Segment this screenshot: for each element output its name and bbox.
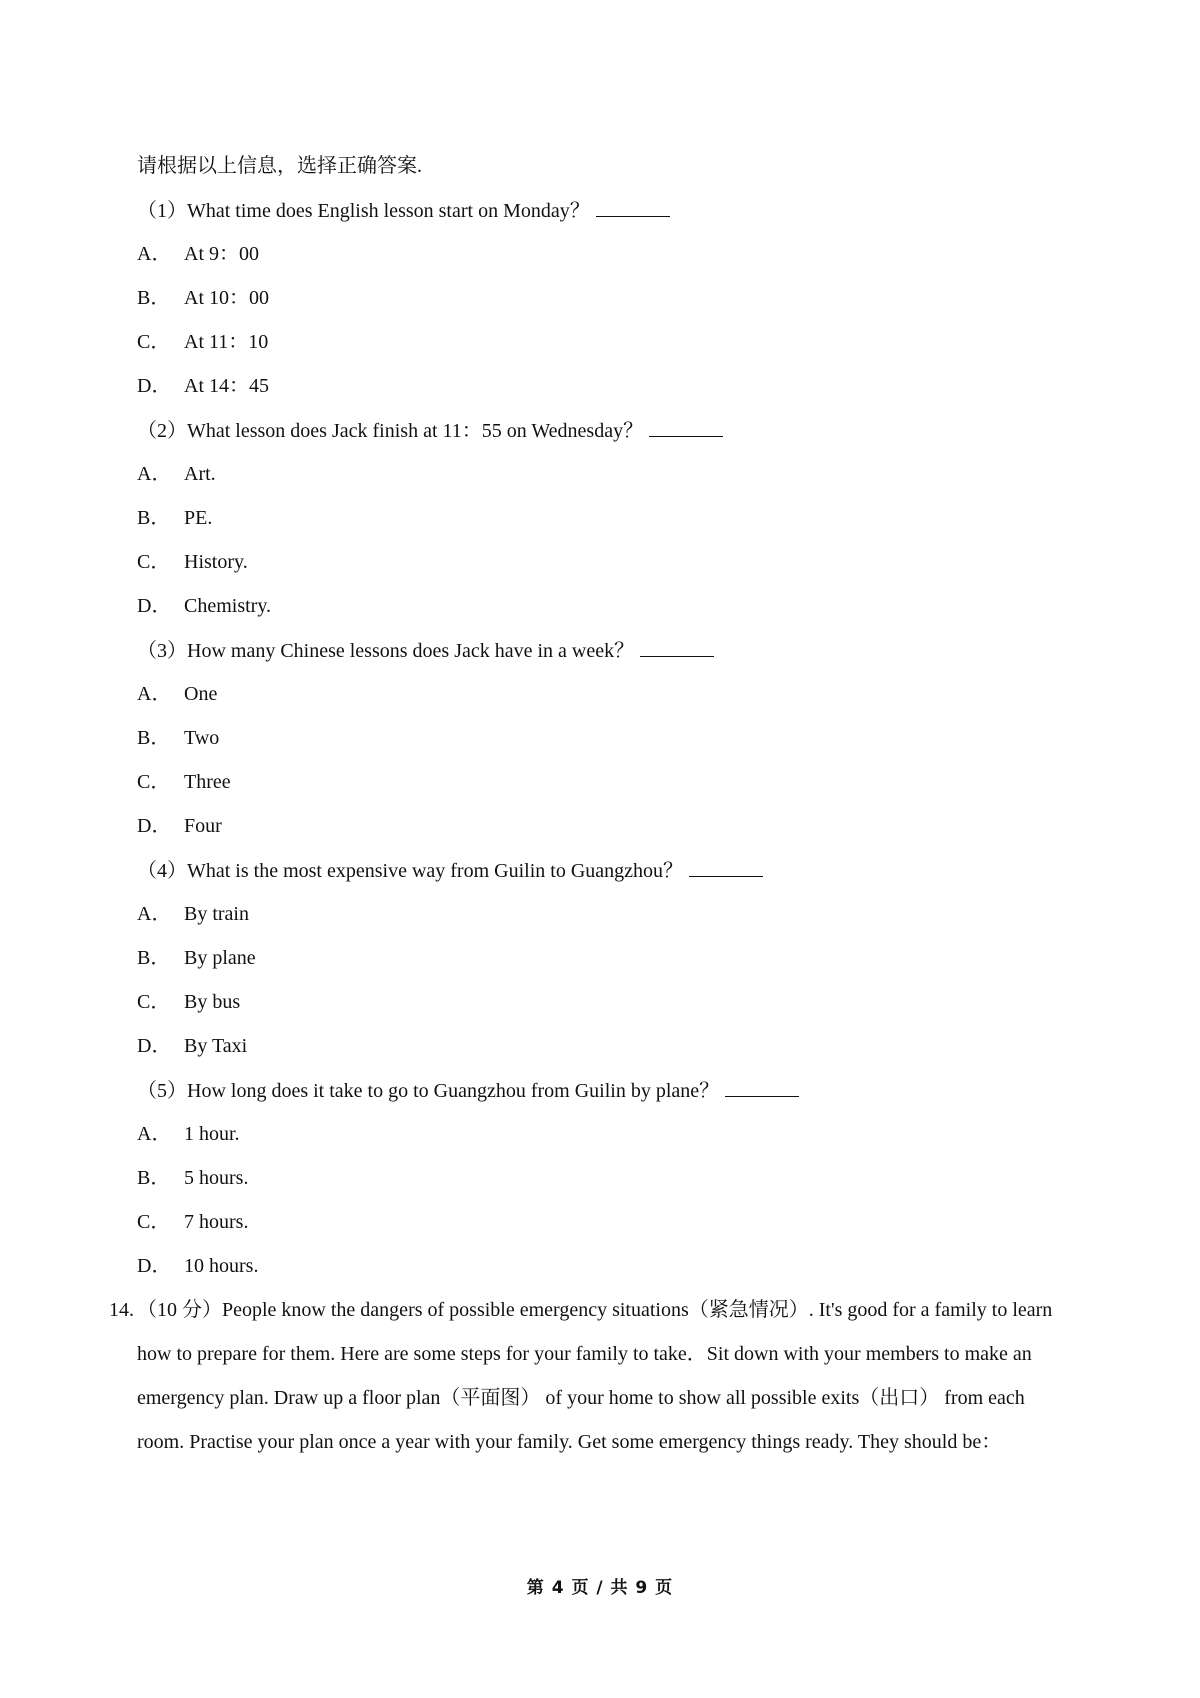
option-letter: B． [137,507,171,529]
option-letter: C． [137,331,171,353]
page-footer: 第 4 页 / 共 9 页 [526,1578,674,1598]
question-text: （4）What is the most expensive way from Guilin to Guangzhou？ [137,860,684,882]
option-letter: D． [137,375,172,397]
answer-blank [649,418,723,437]
option-2a [137,462,216,486]
question-text: （5）How long does it take to go to Guangzhou from Guilin by plane？ [137,1080,720,1102]
question-2 [137,418,723,443]
option-letter: B． [137,947,171,969]
option-text: Three [184,771,231,793]
option-text: At 14：45 [184,375,269,397]
option-4c [137,990,240,1014]
option-text: Chemistry. [184,595,272,617]
question-14-line-3: emergency plan. Draw up a floor plan（平面图） of your home to show all possible exits（出口） from each [137,1387,1025,1409]
option-letter: C． [137,771,171,793]
option-3d [137,814,222,838]
option-letter: A． [137,683,172,705]
answer-blank [596,198,670,217]
option-1b [137,286,269,310]
option-4d [137,1034,247,1058]
option-text: By Taxi [184,1035,248,1057]
option-letter: A． [137,1123,172,1145]
option-text: By plane [184,947,256,969]
option-text: 7 hours. [184,1211,249,1233]
option-letter: D． [137,1255,172,1277]
option-text: Art. [184,463,216,485]
question-text: （3）How many Chinese lessons does Jack have in a week？ [137,640,635,662]
option-text: At 10：00 [184,287,269,309]
question-5 [137,1078,799,1103]
question-text: （2）What lesson does Jack finish at 11：55 on Wednesday？ [137,420,644,442]
question-14-line-4: room. Practise your plan once a year with your family. Get some emergency things ready. They should be： [137,1431,1002,1453]
instruction-text: 请根据以上信息，选择正确答案. [137,155,422,177]
option-text: 1 hour. [184,1123,240,1145]
option-1a [137,242,259,266]
option-2b [137,506,212,530]
option-5b [137,1166,248,1190]
option-4b [137,946,256,970]
option-letter: D． [137,815,172,837]
option-text: At 9：00 [184,243,259,265]
question-text: （1）What time does English lesson start on Monday？ [137,200,590,222]
option-3b [137,726,219,750]
option-letter: C． [137,991,171,1013]
option-5a [137,1122,240,1146]
option-letter: B． [137,727,171,749]
option-2d [137,594,271,618]
answer-blank [689,858,763,877]
question-4 [137,858,763,883]
option-letter: C． [137,1211,171,1233]
option-letter: A． [137,243,172,265]
option-letter: A． [137,463,172,485]
question-14-number: 14. [109,1299,134,1321]
answer-blank [640,638,714,657]
question-3 [137,638,714,663]
option-2c [137,550,248,574]
option-text: At 11：10 [184,331,269,353]
option-letter: C． [137,551,171,573]
option-text: Two [184,727,220,749]
option-3c [137,770,231,794]
option-text: 5 hours. [184,1167,249,1189]
question-1 [137,198,670,223]
option-letter: B． [137,1167,171,1189]
option-text: One [184,683,218,705]
option-1d [137,374,269,398]
option-5c [137,1210,248,1234]
option-4a [137,902,249,926]
option-text: PE. [184,507,213,529]
option-text: By train [184,903,249,925]
option-text: 10 hours. [184,1255,259,1277]
answer-blank [725,1078,799,1097]
option-letter: D． [137,595,172,617]
option-5d [137,1254,258,1278]
option-text: By bus [184,991,241,1013]
option-text: Four [184,815,222,837]
option-letter: B． [137,287,171,309]
option-text: History. [184,551,248,573]
question-14-line-2: how to prepare for them. Here are some steps for your family to take．Sit down with your members to make an [137,1343,1032,1365]
question-14-line-1: （10 分）People know the dangers of possible emergency situations（紧急情况）. It's good for a family to learn [137,1299,1053,1321]
option-letter: A． [137,903,172,925]
option-letter: D． [137,1035,172,1057]
option-3a [137,682,217,706]
option-1c [137,330,268,354]
